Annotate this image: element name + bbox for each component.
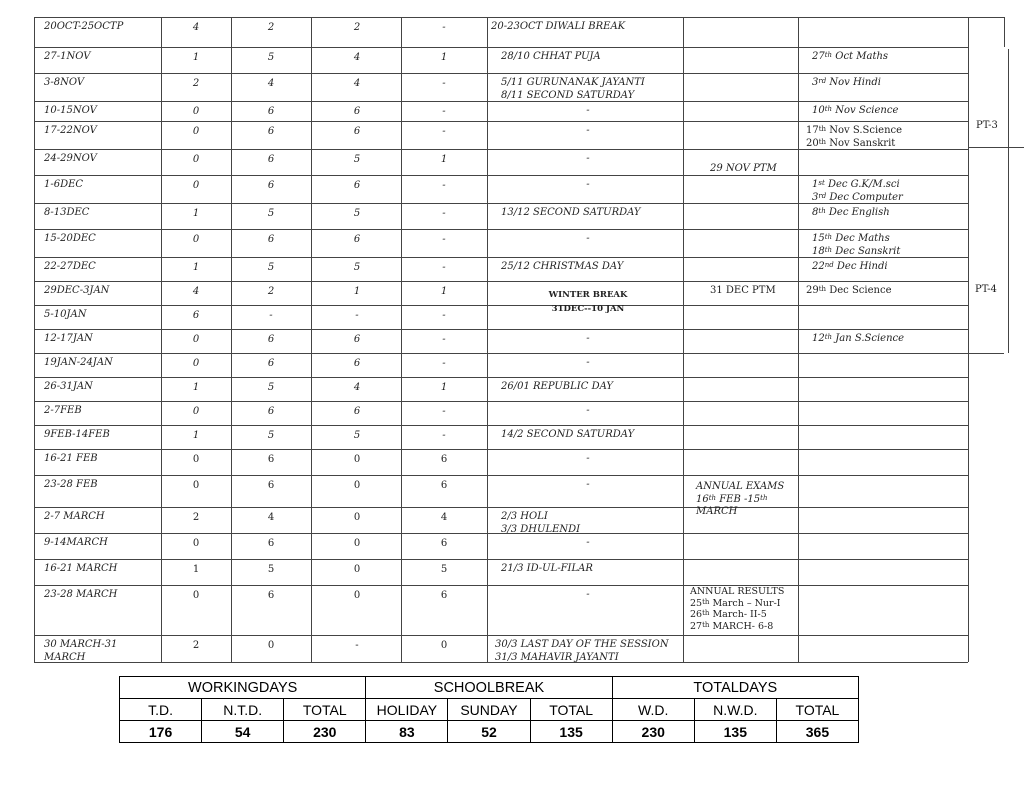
grid-line (34, 281, 968, 282)
count-cell: - (442, 358, 446, 369)
header-break-total: TOTAL (530, 699, 612, 721)
count-cell: 0 (192, 180, 200, 191)
grid-line (34, 559, 968, 560)
group-school-break: SCHOOLBREAK (366, 677, 612, 699)
week-cell: 27-1NOV (44, 51, 91, 62)
count-cell: 5 (267, 208, 275, 219)
value-sunday: 52 (448, 721, 530, 743)
grid-line (231, 17, 232, 662)
count-cell: 4 (267, 512, 275, 523)
count-cell: 6 (267, 234, 275, 245)
event-text: - (586, 233, 590, 244)
week-cell: 3-8NOV (44, 77, 85, 88)
count-cell: 0 (353, 480, 361, 491)
count-cell: 0 (440, 640, 448, 651)
count-cell: - (442, 310, 446, 321)
event-text: 14/2 SECOND SATURDAY (501, 429, 635, 440)
grid-line (34, 507, 968, 508)
grid-line (34, 17, 1004, 18)
grid-line (968, 147, 1024, 148)
count-cell: 5 (267, 430, 275, 441)
count-cell: 1 (192, 262, 200, 273)
count-cell: 5 (267, 382, 275, 393)
count-cell: 0 (353, 564, 361, 575)
ptm-text: 27th MARCH- 6-8 (690, 620, 774, 632)
count-cell: 6 (440, 454, 448, 465)
count-cell: - (269, 310, 273, 321)
count-cell: 6 (267, 180, 275, 191)
header-days-total: TOTAL (776, 699, 858, 721)
event-text: 31DEC--10 JAN (551, 304, 625, 314)
count-cell: 0 (192, 358, 200, 369)
header-working-total: TOTAL (284, 699, 366, 721)
week-cell: 20OCT-25OCTP (44, 21, 124, 32)
count-cell: 0 (353, 538, 361, 549)
group-working-days: WORKINGDAYS (120, 677, 366, 699)
count-cell: 6 (353, 180, 361, 191)
event-text: 25/12 CHRISTMAS DAY (501, 261, 624, 272)
count-cell: 0 (192, 590, 200, 601)
event-text: - (586, 479, 590, 490)
count-cell: 6 (353, 106, 361, 117)
grid-line (34, 73, 968, 74)
count-cell: - (355, 310, 359, 321)
summary-value-row (120, 721, 859, 743)
count-cell: 5 (353, 154, 361, 165)
count-cell: 2 (192, 640, 200, 651)
week-cell: 23-28 FEB (44, 479, 98, 490)
grid-line (34, 635, 968, 636)
count-cell: 6 (267, 406, 275, 417)
grid-line (161, 17, 162, 662)
test-text: 8th Dec English (812, 207, 890, 218)
count-cell: 5 (353, 208, 361, 219)
count-cell: 0 (192, 454, 200, 465)
count-cell: 1 (440, 286, 448, 297)
count-cell: 1 (440, 52, 448, 63)
count-cell: 4 (192, 22, 200, 33)
grid-line (968, 353, 1004, 354)
count-cell: 4 (440, 512, 448, 523)
grid-line (34, 585, 968, 586)
event-text: 21/3 ID-UL-FILAR (501, 563, 593, 574)
count-cell: 5 (440, 564, 448, 575)
week-cell: 30 MARCH-31 MARCH (44, 639, 118, 663)
event-text: - (586, 179, 590, 190)
summary-table (119, 676, 859, 743)
grid-line (34, 175, 968, 176)
count-cell: 6 (267, 454, 275, 465)
count-cell: 6 (353, 234, 361, 245)
count-cell: 5 (267, 262, 275, 273)
week-cell: 29DEC-3JAN (44, 285, 110, 296)
value-ntd: 54 (202, 721, 284, 743)
ptm-text: 16th FEB -15th (696, 493, 768, 505)
count-cell: 6 (192, 310, 200, 321)
grid-line (34, 17, 35, 662)
week-cell: 15-20DEC (44, 233, 96, 244)
grid-line (34, 377, 968, 378)
test-text: 15th Dec Maths (812, 233, 890, 244)
count-cell: - (442, 208, 446, 219)
count-cell: 1 (192, 430, 200, 441)
count-cell: 4 (353, 382, 361, 393)
week-cell: 9FEB-14FEB (44, 429, 110, 440)
value-wd: 230 (612, 721, 694, 743)
count-cell: - (442, 334, 446, 345)
count-cell: - (442, 262, 446, 273)
event-text: WINTER BREAK (548, 290, 628, 300)
count-cell: 6 (267, 590, 275, 601)
value-holiday: 83 (366, 721, 448, 743)
grid-line (487, 17, 488, 662)
header-td: T.D. (120, 699, 202, 721)
grid-line (34, 47, 968, 48)
header-holiday: HOLIDAY (366, 699, 448, 721)
count-cell: 6 (267, 538, 275, 549)
test-text: 12th Jan S.Science (812, 333, 905, 344)
grid-line (968, 17, 969, 662)
grid-line (34, 475, 968, 476)
count-cell: 6 (267, 106, 275, 117)
header-sunday: SUNDAY (448, 699, 530, 721)
count-cell: - (442, 406, 446, 417)
summary-header-row (120, 699, 859, 721)
week-cell: 1-6DEC (44, 179, 84, 190)
test-text: 10th Nov Science (812, 105, 899, 116)
count-cell: 2 (267, 286, 275, 297)
count-cell: 0 (192, 480, 200, 491)
event-text: - (586, 405, 590, 416)
week-cell: 22-27DEC (44, 261, 96, 272)
event-text: 26/01 REPUBLIC DAY (501, 381, 614, 392)
grid-line (1008, 49, 1009, 353)
count-cell: 2 (267, 22, 275, 33)
ptm-text: ANNUAL EXAMS (696, 481, 785, 492)
grid-line (1004, 17, 1005, 47)
header-wd: W.D. (612, 699, 694, 721)
count-cell: 6 (440, 480, 448, 491)
count-cell: - (442, 106, 446, 117)
event-text: 5/11 GURUNANAK JAYANTI (501, 77, 645, 88)
ptm-text: ANNUAL RESULTS (690, 586, 785, 597)
event-text: 31/3 MAHAVIR JAYANTI (495, 651, 619, 663)
count-cell: - (442, 430, 446, 441)
count-cell: 1 (192, 382, 200, 393)
grid-line (34, 449, 968, 450)
week-cell: 17-22NOV (44, 125, 97, 136)
event-text: 30/3 LAST DAY OF THE SESSION (495, 639, 669, 650)
count-cell: 0 (192, 334, 200, 345)
count-cell: - (442, 22, 446, 33)
summary-group-row (120, 677, 859, 699)
group-total-days: TOTALDAYS (612, 677, 858, 699)
count-cell: 4 (353, 52, 361, 63)
grid-line (34, 121, 968, 122)
event-text: - (586, 333, 590, 344)
grid-line (798, 17, 799, 662)
event-text: - (586, 153, 590, 164)
test-text: 22nd Dec Hindi (812, 261, 888, 272)
test-text: 3rd Nov Hindi (812, 77, 881, 88)
test-text: 3rd Dec Computer (812, 191, 903, 203)
header-nwd: N.W.D. (694, 699, 776, 721)
test-text: 18th Dec Sanskrit (812, 245, 901, 257)
count-cell: 6 (440, 590, 448, 601)
week-cell: 8-13DEC (44, 207, 90, 218)
count-cell: 0 (192, 234, 200, 245)
test-text: 17th Nov S.Science (806, 125, 903, 136)
week-cell: 24-29NOV (44, 153, 97, 164)
week-cell: 5-10JAN (44, 309, 87, 320)
grid-line (34, 229, 968, 230)
count-cell: 0 (353, 590, 361, 601)
count-cell: 0 (353, 454, 361, 465)
ptm-text: 25th March – Nur-I (690, 597, 781, 609)
week-cell: 26-31JAN (44, 381, 93, 392)
count-cell: 4 (267, 78, 275, 89)
event-text: - (586, 589, 590, 600)
count-cell: 5 (267, 52, 275, 63)
event-text: 2/3 HOLI (501, 511, 548, 522)
count-cell: 0 (192, 538, 200, 549)
value-break-total: 135 (530, 721, 612, 743)
week-cell: 10-15NOV (44, 105, 97, 116)
week-cell: 16-21 FEB (44, 453, 98, 464)
count-cell: 1 (440, 154, 448, 165)
value-working-total: 230 (284, 721, 366, 743)
count-cell: 1 (192, 208, 200, 219)
count-cell: 4 (353, 78, 361, 89)
count-cell: - (355, 640, 359, 651)
grid-line (311, 17, 312, 662)
count-cell: 1 (440, 382, 448, 393)
count-cell: 6 (353, 334, 361, 345)
event-text: - (586, 105, 590, 116)
count-cell: - (442, 234, 446, 245)
pt-label: PT-4 (975, 284, 997, 295)
count-cell: 0 (192, 406, 200, 417)
header-ntd: N.T.D. (202, 699, 284, 721)
week-cell: 9-14MARCH (44, 537, 108, 548)
ptm-text: 31 DEC PTM (710, 285, 776, 296)
pt-label: PT-3 (976, 120, 998, 131)
count-cell: 6 (267, 126, 275, 137)
count-cell: 6 (267, 480, 275, 491)
test-text: 20th Nov Sanskrit (806, 137, 896, 149)
week-cell: 23-28 MARCH (44, 589, 118, 600)
count-cell: 0 (192, 154, 200, 165)
count-cell: 6 (267, 334, 275, 345)
count-cell: 2 (192, 512, 200, 523)
count-cell: 1 (353, 286, 361, 297)
event-text: - (586, 453, 590, 464)
count-cell: 5 (353, 430, 361, 441)
count-cell: 0 (353, 512, 361, 523)
event-text: 28/10 CHHAT PUJA (501, 51, 601, 62)
count-cell: 6 (353, 358, 361, 369)
count-cell: - (442, 180, 446, 191)
test-text: 27th Oct Maths (812, 51, 889, 62)
event-text: 8/11 SECOND SATURDAY (501, 89, 635, 101)
count-cell: 6 (353, 126, 361, 137)
value-days-total: 365 (776, 721, 858, 743)
count-cell: 0 (192, 106, 200, 117)
count-cell: 0 (192, 126, 200, 137)
ptm-text: 26th March- II-5 (690, 609, 767, 620)
count-cell: - (442, 126, 446, 137)
test-text: 29th Dec Science (806, 285, 892, 296)
week-cell: 16-21 MARCH (44, 563, 118, 574)
ptm-text: 29 NOV PTM (710, 163, 777, 174)
week-cell: 12-17JAN (44, 333, 93, 344)
event-text: - (586, 125, 590, 136)
count-cell: 4 (192, 286, 200, 297)
count-cell: 6 (353, 406, 361, 417)
grid-line (401, 17, 402, 662)
ptm-text: MARCH (696, 506, 738, 517)
count-cell: 5 (267, 564, 275, 575)
grid-line (34, 329, 968, 330)
count-cell: 0 (267, 640, 275, 651)
value-nwd: 135 (694, 721, 776, 743)
count-cell: 6 (267, 154, 275, 165)
count-cell: 1 (192, 564, 200, 575)
week-cell: 2-7FEB (44, 405, 82, 416)
count-cell: 5 (353, 262, 361, 273)
week-cell: 2-7 MARCH (44, 511, 105, 522)
value-td: 176 (120, 721, 202, 743)
event-text: - (586, 537, 590, 548)
event-text: 13/12 SECOND SATURDAY (501, 207, 641, 218)
count-cell: 2 (192, 78, 200, 89)
count-cell: - (442, 78, 446, 89)
grid-line (34, 425, 968, 426)
test-text: 1st Dec G.K/M.sci (812, 179, 900, 190)
event-text: 3/3 DHULENDI (501, 523, 581, 535)
event-text: - (586, 357, 590, 368)
count-cell: 6 (267, 358, 275, 369)
week-cell: 19JAN-24JAN (44, 357, 113, 368)
grid-line (34, 353, 968, 354)
grid-line (34, 401, 968, 402)
count-cell: 2 (353, 22, 361, 33)
count-cell: 1 (192, 52, 200, 63)
count-cell: 6 (440, 538, 448, 549)
event-text: 20-23OCT DIWALI BREAK (491, 21, 626, 32)
